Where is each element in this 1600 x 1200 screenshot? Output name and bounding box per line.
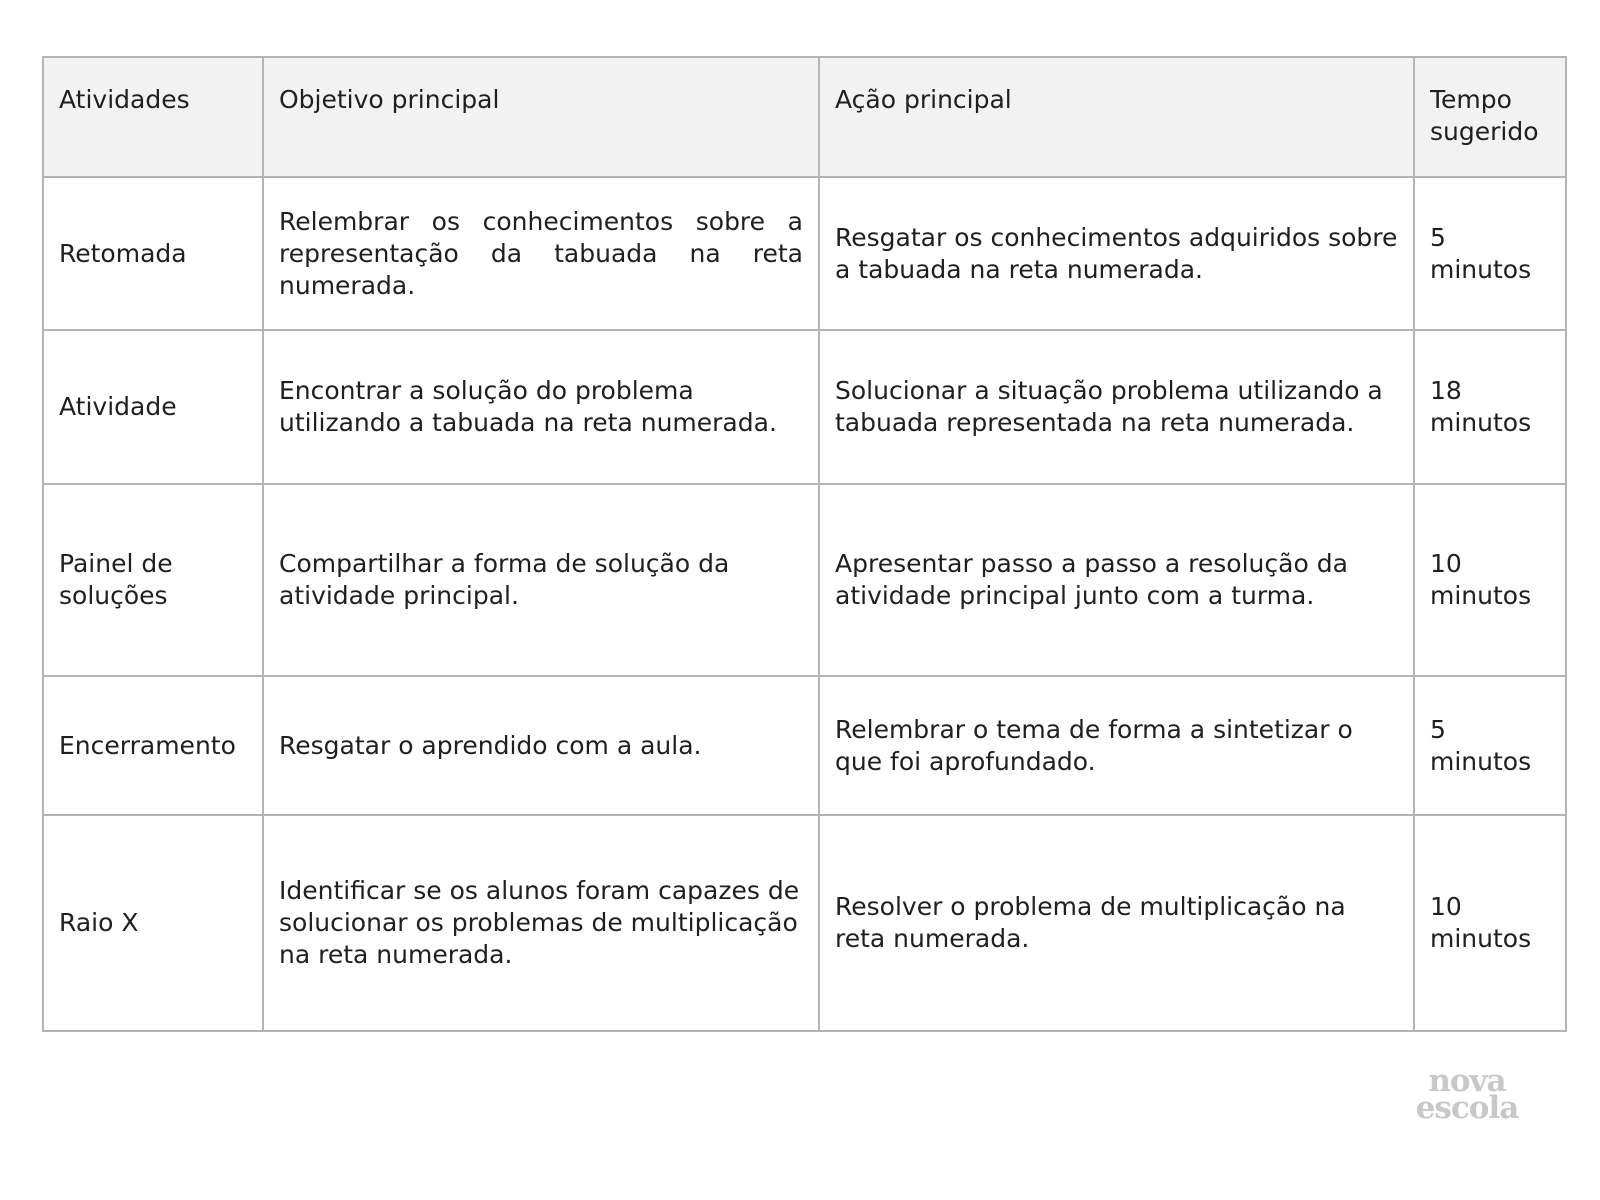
cell-tempo: 10 minutos [1414,815,1566,1031]
header-objetivo-principal: Objetivo principal [263,57,819,177]
cell-acao: Relembrar o tema de forma a sintetizar o que foi aprofundado. [819,676,1414,815]
header-row [43,57,1566,177]
nova-escola-logo [1402,1063,1532,1126]
cell-atividade: Retomada [43,177,263,330]
cell-objetivo: Resgatar o aprendido com a aula. [263,676,819,815]
lesson-plan-table [42,56,1567,1032]
cell-atividade: Atividade [43,330,263,484]
cell-acao: Solucionar a situação problema utilizando a tabuada representada na reta numerada. [819,330,1414,484]
cell-atividade: Encerramento [43,676,263,815]
cell-acao: Apresentar passo a passo a resolução da atividade principal junto com a turma. [819,484,1414,676]
logo-line-nova: nova [1428,1063,1506,1099]
cell-atividade: Painel de soluções [43,484,263,676]
table-row [43,676,1566,815]
cell-objetivo: Compartilhar a forma de solução da atividade principal. [263,484,819,676]
cell-acao: Resgatar os conhecimentos adquiridos sobre a tabuada na reta numerada. [819,177,1414,330]
cell-acao: Resolver o problema de multiplicação na reta numerada. [819,815,1414,1031]
cell-objetivo: Relembrar os conhecimentos sobre a representação da tabuada na reta numerada. [263,177,819,330]
cell-objetivo: Encontrar a solução do problema utilizando a tabuada na reta numerada. [263,330,819,484]
cell-atividade: Raio X [43,815,263,1031]
header-acao-principal: Ação principal [819,57,1414,177]
cell-objetivo: Identificar se os alunos foram capazes de solucionar os problemas de multiplicação na reta numerada. [263,815,819,1031]
cell-tempo: 5 minutos [1414,177,1566,330]
table-header [43,57,1566,177]
logo-line-escola: escola [1415,1090,1519,1126]
table-row [43,330,1566,484]
table-row [43,815,1566,1031]
cell-tempo: 5 minutos [1414,676,1566,815]
cell-tempo: 10 minutos [1414,484,1566,676]
header-tempo-sugerido: Tempo sugerido [1414,57,1566,177]
table-body [43,177,1566,1031]
table-row [43,484,1566,676]
table-row [43,177,1566,330]
header-atividades: Atividades [43,57,263,177]
cell-tempo: 18 minutos [1414,330,1566,484]
